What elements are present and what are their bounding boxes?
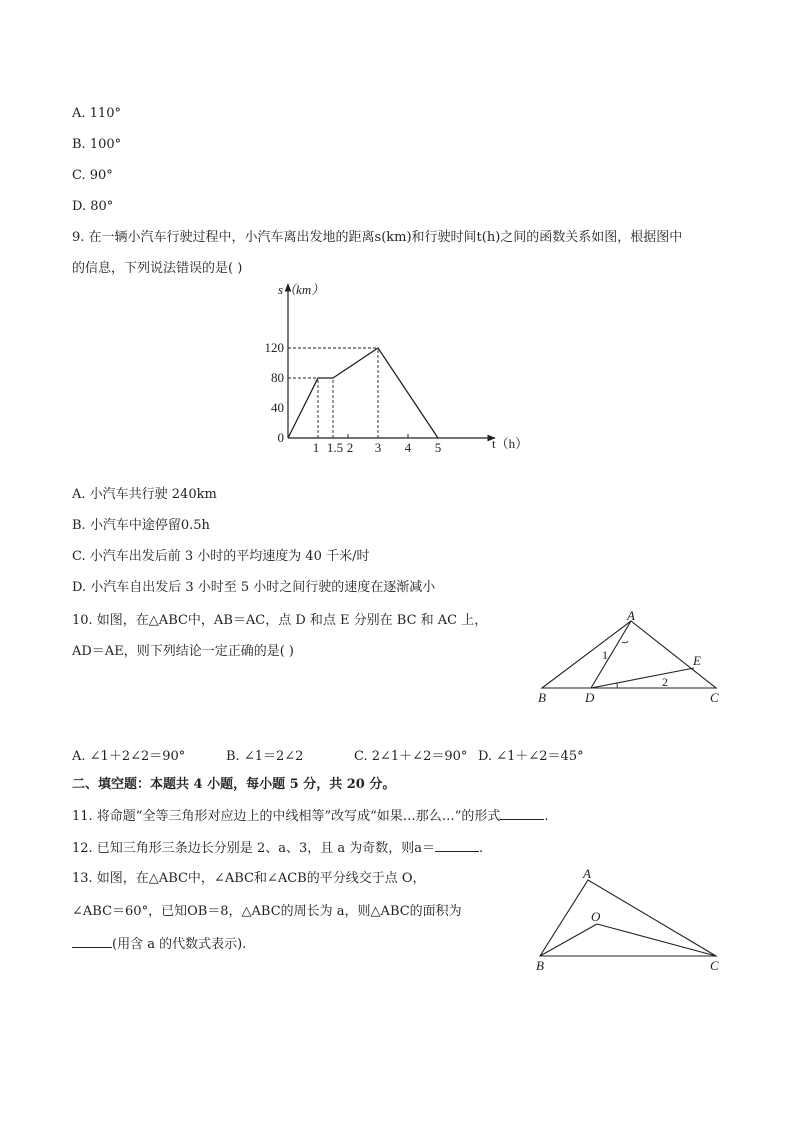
q13-vertex-b: B [536,958,544,973]
q13-stem-line3: (用含 a 的代数式表示). [112,937,247,952]
q10-option-c: C. 2∠1＋∠2＝90° [354,749,468,764]
q10-option-d: D. ∠1＋∠2＝45° [478,749,584,764]
chart-guide-lines [288,348,378,438]
y-tick-label: 120 [264,340,284,355]
series-line [288,348,438,438]
q8-option-b: B. 100° [72,137,122,152]
x-tick-label: 2 [346,440,354,455]
vertex-b: B [538,690,546,705]
section2-desc: 本题共 4 小题，每小题 5 分，共 20 分。 [150,777,396,792]
q9-option-b: B. 小汽车中途停留0.5h [72,518,210,533]
q12-text: 12. 已知三角形三条边长分别是 2、a、3，且 a 为奇数，则a＝ [72,841,435,856]
x-tick-label: 4 [404,440,412,455]
q12-end: . [479,841,484,856]
q12-answer-blank [435,839,479,852]
q11-text-line [72,807,549,826]
q13-vertex-o: O [591,909,601,924]
x-tick-label: 5 [434,440,442,455]
vertex-c: C [710,690,719,705]
q9-option-c: C. 小汽车出发后前 3 小时的平均速度为 40 千米/时 [72,549,370,564]
q10-option-b: B. ∠1＝2∠2 [226,749,304,764]
q9-option-a: A. 小汽车共行驶 240km [72,487,217,502]
q13-vertex-a: A [583,866,591,881]
angle-1-label: 1 [602,648,608,662]
vertex-d: D [585,690,595,705]
q10-triangle-figure [530,608,730,708]
q11-text: 11. 将命题“全等三角形对应边上的中线相等”改写成“如果…那么…”的形式 [72,809,501,824]
vertex-a: A [627,608,635,623]
q10-stem-line1: 10. 如图，在△ABC中，AB＝AC，点 D 和点 E 分别在 BC 和 AC 上， [72,613,488,628]
q13-stem-line1: 13. 如图，在△ABC中，∠ABC和∠ACB的平分线交于点 O， [72,871,426,886]
q13-vertex-c: C [710,958,719,973]
x-tick-label: 1.5 [326,440,344,455]
q8-option-d: D. 80° [72,199,114,214]
q12-text-line [72,839,483,858]
y-tick-label: 80 [271,370,284,385]
distance-time-chart [260,280,540,460]
y-tick-labels [265,340,285,445]
q9-stem-line1: 9. 在一辆小汽车行驶过程中，小汽车离出发地的距离s(km)和行驶时间t(h)之间的函数关系如图，根据图中 [72,230,683,245]
q10-stem-line2: AD＝AE，则下列结论一定正确的是( ) [72,644,294,659]
x-tick-labels [313,434,442,455]
q9-option-d: D. 小汽车自出发后 3 小时至 5 小时之间行驶的速度在逐渐减小 [72,580,436,595]
y-axis-label: s（km） [278,282,325,297]
x-axis-label: t（h） [492,436,529,451]
q8-option-c: C. 90° [72,168,113,183]
y-tick-label: 40 [271,400,284,415]
q13-stem-line2: ∠ABC＝60°，已知OB＝8，△ABC的周长为 a，则△ABC的面积为 [72,904,462,919]
angle-2-label: 2 [662,675,668,689]
q11-end: . [544,809,549,824]
q9-stem-line2: 的信息，下列说法错误的是( ) [72,261,243,276]
q10-option-a: A. ∠1＋2∠2＝90° [72,749,186,764]
q13-stem-line3-row [72,935,246,954]
section2-heading [72,776,395,794]
q13-triangle-figure [530,862,730,977]
q13-answer-blank [72,935,112,948]
q10-options-row [72,745,672,763]
q11-answer-blank [500,807,544,820]
vertex-e: E [693,653,701,668]
section2-title: 二、填空题： [72,777,151,792]
y-tick-label: 0 [277,430,284,445]
x-tick-label: 1 [312,440,320,455]
x-tick-label: 3 [374,440,382,455]
q8-option-a: A. 110° [72,106,121,121]
